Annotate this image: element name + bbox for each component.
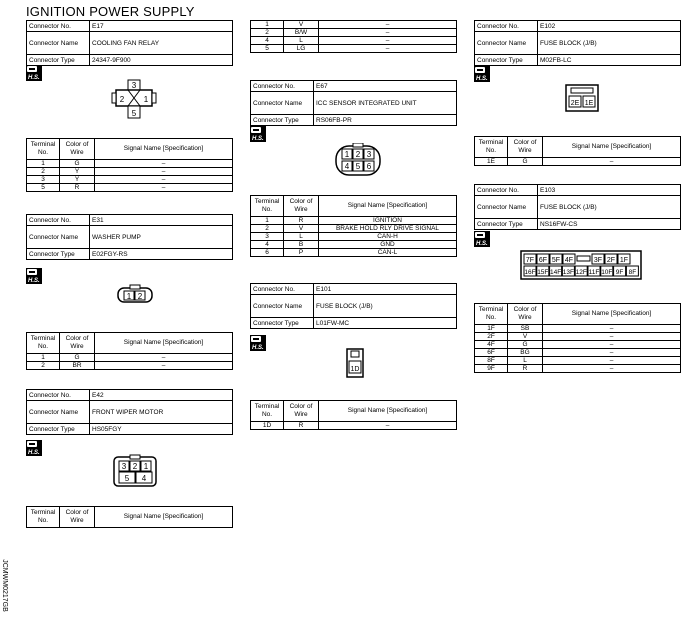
pin-label: 2F (606, 257, 616, 264)
signal-cell: – (95, 362, 233, 370)
signal-cell: – (543, 357, 681, 365)
terminal-cell: 2 (251, 29, 284, 37)
pin-label: 7F (525, 257, 535, 264)
wire-color-cell: L (508, 357, 543, 365)
wire-color-cell: V (284, 225, 319, 233)
signal-cell: – (319, 45, 457, 53)
locking-key (577, 256, 590, 261)
connector-info-e67: Connector No. E67 Connector Name ICC SENSOR INTEGRATED UNIT Connector Type RS06FB-PR (250, 80, 457, 126)
pin-label: 5F (551, 257, 561, 264)
signal-cell: – (95, 168, 233, 176)
pin-label: 8F (628, 269, 637, 276)
connector-info-e31: Connector No. E31 Connector Name WASHER PUMP Connector Type E02FGY-RS (26, 214, 233, 260)
pin-label: 2E (570, 100, 580, 107)
table-row (27, 176, 233, 184)
signal-cell: – (319, 37, 457, 45)
wire-color-cell: R (284, 422, 319, 430)
signal-cell: – (543, 325, 681, 333)
terminal-cell: 2 (27, 362, 60, 370)
signal-cell: – (95, 176, 233, 184)
table-row (27, 362, 233, 370)
table-row (475, 349, 681, 357)
connector-face-e42 (112, 454, 158, 488)
wire-color-cell: V (508, 333, 543, 341)
signal-cell: – (319, 29, 457, 37)
wire-color-cell: V (284, 21, 319, 29)
pin-label: 2 (137, 292, 143, 301)
pin-label: 1 (344, 150, 350, 159)
pin-label: 14F (549, 269, 562, 276)
table-row (251, 249, 457, 257)
table-row (27, 184, 233, 192)
pin-label: 16F (524, 269, 536, 276)
table-row (251, 233, 457, 241)
connector-info-e42: Connector No. E42 Connector Name FRONT WIPER MOTOR Connector Type HS05FGY (26, 389, 233, 435)
terminal-cell: 5 (251, 45, 284, 53)
terminal-cell: 4F (475, 341, 508, 349)
signal-cell: – (543, 341, 681, 349)
wire-color-cell: BR (60, 362, 95, 370)
table-row (251, 422, 457, 430)
terminal-cell: 9F (475, 365, 508, 373)
pin-label: 1 (143, 95, 149, 104)
terminal-cell: 2F (475, 333, 508, 341)
wire-color-cell: Y (60, 176, 95, 184)
terminal-cell: 6 (251, 249, 284, 257)
terminal-cell: 2 (27, 168, 60, 176)
connector-face-e31 (116, 284, 156, 306)
terminal-cell: 1 (27, 160, 60, 168)
connector-face-e103 (520, 250, 642, 280)
table-row (251, 29, 457, 37)
terminal-cell: 6F (475, 349, 508, 357)
pin-label: 5 (131, 109, 137, 118)
table-row (475, 333, 681, 341)
pin-label: 1 (143, 462, 149, 471)
pin-label: 9F (615, 269, 624, 276)
signal-cell: – (319, 422, 457, 430)
pin-label: 4 (141, 474, 147, 483)
table-row (27, 354, 233, 362)
signal-cell: GND (319, 241, 457, 249)
pin-label: 3 (131, 81, 137, 90)
harness-side-icon: H.S. (474, 231, 490, 247)
wire-color-cell: L (284, 37, 319, 45)
harness-side-icon: H.S. (250, 335, 266, 351)
pin-label: 2 (355, 150, 361, 159)
wire-color-cell: G (508, 341, 543, 349)
terminal-cell: 1F (475, 325, 508, 333)
pin-label: 13F (562, 269, 575, 276)
pin-label: 1F (619, 257, 629, 264)
terminal-cell: 4 (251, 241, 284, 249)
terminal-table-e17: Terminal No. Color of Wire Signal Name [Specification] 1 G – 2 Y – 3 Y – 5 R – (26, 138, 233, 192)
harness-side-icon: H.S. (26, 440, 42, 456)
wire-color-cell: SB (508, 325, 543, 333)
signal-cell: – (543, 365, 681, 373)
signal-cell: – (319, 21, 457, 29)
terminal-cell: 1 (251, 217, 284, 225)
page-title: IGNITION POWER SUPPLY (26, 4, 195, 19)
table-row (475, 158, 681, 166)
terminal-cell: 1E (475, 158, 508, 166)
signal-cell: – (543, 158, 681, 166)
terminal-table-e42-continued (250, 20, 457, 53)
terminal-cell: 3 (27, 176, 60, 184)
table-row (251, 21, 457, 29)
terminal-table-e42-header: Terminal No. Color of Wire Signal Name [Specification] (26, 506, 233, 528)
wire-color-cell: G (508, 158, 543, 166)
terminal-cell: 1 (27, 354, 60, 362)
wire-color-cell: LG (284, 45, 319, 53)
signal-cell: – (95, 184, 233, 192)
harness-side-icon: H.S. (474, 66, 490, 82)
harness-side-icon: H.S. (26, 65, 42, 81)
terminal-cell: 2 (251, 225, 284, 233)
wire-color-cell: R (508, 365, 543, 373)
table-row (251, 37, 457, 45)
pin-label: 3 (121, 462, 127, 471)
wire-color-cell: Y (60, 168, 95, 176)
signal-cell: – (95, 160, 233, 168)
terminal-cell: 4 (251, 37, 284, 45)
pin-label: 3 (366, 150, 372, 159)
connector-info-e101: Connector No. E101 Connector Name FUSE BLOCK (J/B) Connector Type L01FW-MC (250, 283, 457, 329)
pin-label: 1E (584, 100, 594, 107)
pin-label: 6 (366, 162, 372, 171)
terminal-cell: 1 (251, 21, 284, 29)
signal-cell: – (543, 333, 681, 341)
terminal-table-e103: Terminal No. Color of Wire Signal Name [Specification] 1F SB – 2F V – 4F G – 6F BG – 8F L – 9F R – (474, 303, 681, 373)
table-row (251, 225, 457, 233)
pin-label: 1 (126, 292, 132, 301)
terminal-table-e31: Terminal No. Color of Wire Signal Name [Specification] 1 G – 2 BR – (26, 332, 233, 370)
connector-face-e17 (110, 78, 158, 122)
signal-cell: CAN-H (319, 233, 457, 241)
terminal-table-e101: Terminal No. Color of Wire Signal Name [Specification] 1D R – (250, 400, 457, 430)
wire-color-cell: L (284, 233, 319, 241)
table-row (27, 160, 233, 168)
pin-label: 5 (124, 474, 130, 483)
terminal-cell: 5 (27, 184, 60, 192)
wire-color-cell: B/W (284, 29, 319, 37)
signal-cell: CAN-L (319, 249, 457, 257)
wire-color-cell: P (284, 249, 319, 257)
terminal-table-e67: Terminal No. Color of Wire Signal Name [Specification] 1 R IGNITION 2 V BRAKE HOLD RLY DRIVE SIGNAL 3 L CAN-H 4 B GND 6 P CAN-L (250, 195, 457, 257)
pin-label: 3F (593, 257, 603, 264)
table-row (251, 45, 457, 53)
pin-label: 4 (344, 162, 350, 171)
table-row (251, 217, 457, 225)
signal-cell: IGNITION (319, 217, 457, 225)
pin-label: 6F (538, 257, 548, 264)
wire-color-cell: B (284, 241, 319, 249)
terminal-cell: 3 (251, 233, 284, 241)
connector-info-e17: Connector No. E17 Connector Name COOLING FAN RELAY Connector Type 24347-9F900 (26, 20, 233, 66)
table-row (475, 365, 681, 373)
table-row (475, 357, 681, 365)
harness-side-icon: H.S. (250, 126, 266, 142)
wire-color-cell: G (60, 160, 95, 168)
pin-label: 2 (132, 462, 138, 471)
pin-label: 2 (119, 95, 125, 104)
pin-label: 1D (350, 366, 360, 373)
table-row (475, 341, 681, 349)
table-row (475, 325, 681, 333)
wire-color-cell: G (60, 354, 95, 362)
table-row (27, 168, 233, 176)
wire-color-cell: R (60, 184, 95, 192)
connector-face-e67 (334, 143, 382, 177)
signal-cell: BRAKE HOLD RLY DRIVE SIGNAL (319, 225, 457, 233)
diagram-code: JCMWM0217GB (0, 559, 8, 612)
signal-cell: – (543, 349, 681, 357)
terminal-cell: 8F (475, 357, 508, 365)
pin-label: 12F (575, 269, 587, 276)
connector-face-e101 (346, 348, 364, 378)
connector-info-e102: Connector No. E102 Connector Name FUSE BLOCK (J/B) Connector Type M02FB-LC (474, 20, 681, 66)
table-row (251, 241, 457, 249)
pin-label: 11F (588, 269, 600, 276)
pin-label: 4F (564, 257, 574, 264)
terminal-cell: 1D (251, 422, 284, 430)
wire-color-cell: R (284, 217, 319, 225)
pin-label: 5 (355, 162, 361, 171)
terminal-table-e102: Terminal No. Color of Wire Signal Name [Specification] 1E G – (474, 136, 681, 166)
connector-info-e103: Connector No. E103 Connector Name FUSE BLOCK (J/B) Connector Type NS16FW-CS (474, 184, 681, 230)
connector-face-e102 (565, 84, 599, 112)
signal-cell: – (95, 354, 233, 362)
wire-color-cell: BG (508, 349, 543, 357)
harness-side-icon: H.S. (26, 268, 42, 284)
pin-label: 15F (537, 269, 549, 276)
pin-label: 10F (601, 269, 613, 276)
